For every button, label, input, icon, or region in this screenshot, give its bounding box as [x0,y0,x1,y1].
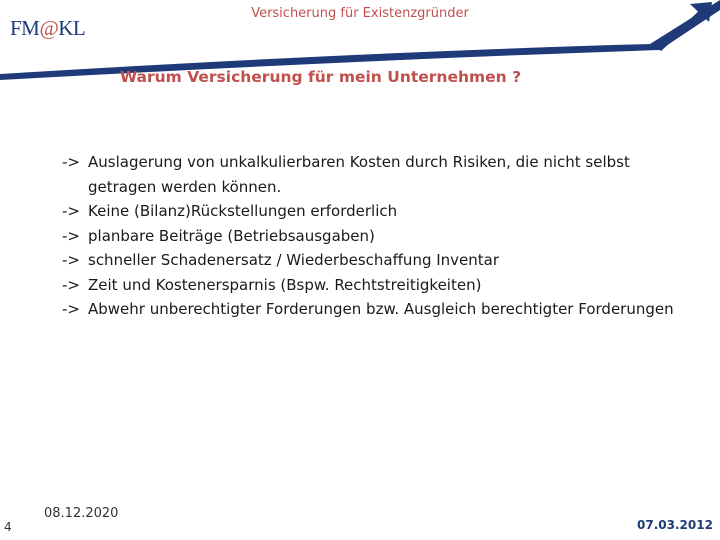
list-item [62,297,702,322]
slide-subtitle: Warum Versicherung für mein Unternehmen ? [120,68,522,86]
bullet-marker: -> [62,153,80,171]
footer-date-right: 07.03.2012 [637,518,713,532]
bullet-text: schneller Schadenersatz / Wiederbeschaffung Inventar [88,251,500,269]
list-item [62,199,702,224]
list-item [62,150,702,199]
bullet-marker: -> [62,300,80,318]
bullet-text: planbare Beiträge (Betriebsausgaben) [88,226,375,245]
bullet-marker: -> [62,202,80,220]
list-item [62,273,702,298]
bullet-marker: -> [62,275,80,294]
bullet-list [62,150,702,322]
bullet-marker: -> [62,226,80,245]
footer-date-left: 08.12.2020 [44,506,119,521]
bullet-text: Keine (Bilanz)Rückstellungen erforderlich [88,202,398,220]
bullet-text: Abwehr unberechtigter Forderungen bzw. Ausgleich berechtigter Forderungen [88,300,674,318]
header-title: Versicherung für Existenzgründer [251,6,469,21]
bullet-marker: -> [62,251,80,269]
list-item [62,224,702,249]
bullet-text: Zeit und Kostenersparnis (Bspw. Rechtstreitigkeiten) [88,275,482,294]
company-logo: FM@KL [10,16,86,40]
bullet-text: Auslagerung von unkalkulierbaren Kosten durch Risiken, die nicht selbst getragen werden können. [88,153,630,196]
list-item [62,248,702,273]
page-number: 4 [4,520,12,534]
